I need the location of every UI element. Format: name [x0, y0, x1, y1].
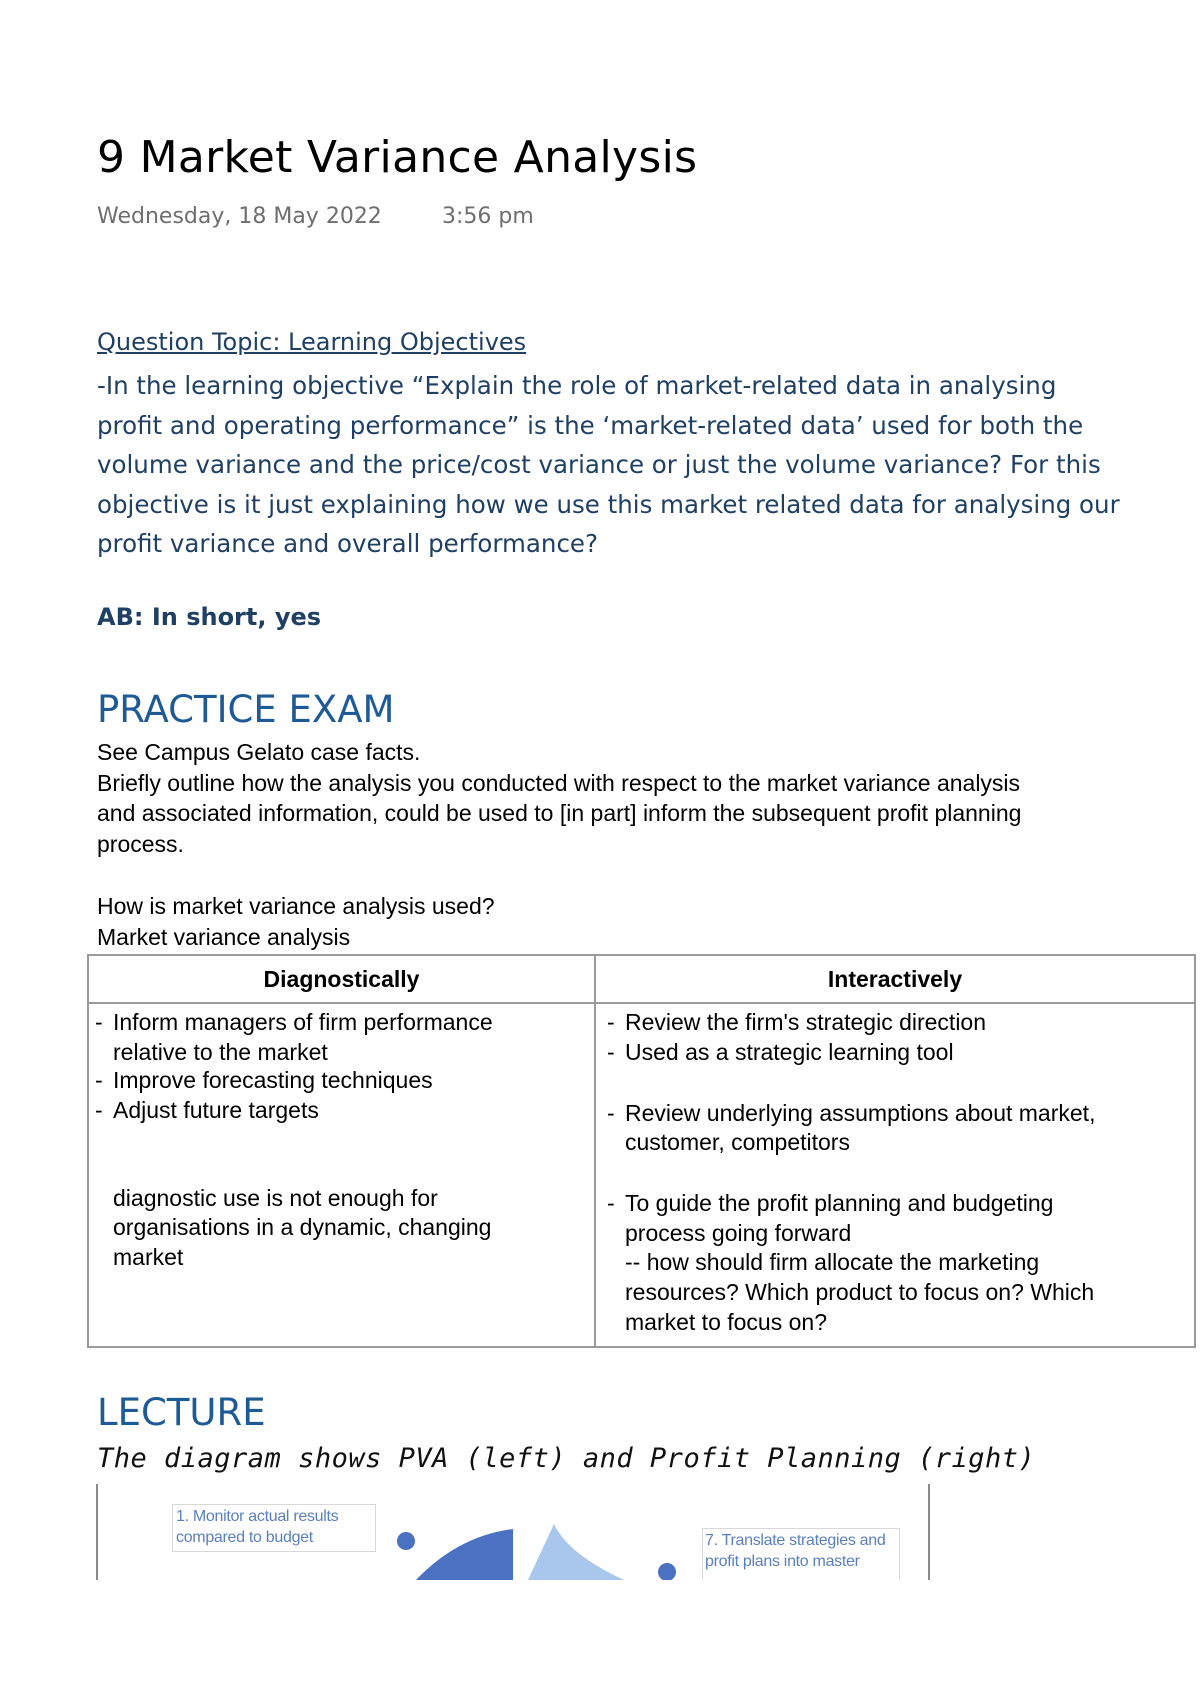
diagram-dot-2 — [658, 1563, 676, 1580]
practice-line: process. — [97, 830, 184, 857]
table-row — [88, 1003, 1195, 1347]
lecture-diagram — [96, 1484, 930, 1580]
market-variance-table — [87, 954, 1196, 1348]
question-line: profit variance and overall performance? — [97, 529, 599, 558]
practice-line: See Campus Gelato case facts. — [97, 739, 421, 765]
table-cell-interactive: - Review the firm's strategic direction - Used as a strategic learning tool - Review underlying assumptions about market, customer, competitors - To guide the profit planning and budgeting process going forward -- how should firm allocate the marketing resources? Which product to focus on? Which market to focus on? — [595, 1003, 1195, 1347]
diagram-arc-light — [528, 1524, 624, 1580]
practice-line: Briefly outline how the analysis you conducted with respect to the market variance analysis — [97, 769, 1021, 796]
handwritten-note: The diagram shows PVA (left) and Profit Planning (right) — [97, 1443, 1036, 1474]
practice-exam-heading: PRACTICE EXAM — [97, 688, 395, 731]
table-header-row — [88, 955, 1195, 1003]
lecture-heading: LECTURE — [97, 1391, 266, 1434]
question-topic-heading: Question Topic: Learning Objectives — [97, 328, 527, 356]
question-line: volume variance and the price/cost variance or just the volume variance? For this — [97, 450, 1101, 479]
question-line: -In the learning objective “Explain the role of market-related data in analysing — [97, 371, 1057, 400]
page-title: 9 Market Variance Analysis — [97, 132, 698, 183]
diagram-label-1: 1. Monitor actual results compared to budget — [176, 1508, 339, 1546]
page-time: 3:56 pm — [442, 204, 534, 229]
question-line: profit and operating performance” is the ‘market-related data’ used for both the — [97, 410, 1084, 440]
practice-exam-text — [97, 737, 1197, 859]
diagram-arc-dark — [416, 1529, 513, 1580]
page-date: Wednesday, 18 May 2022 — [97, 204, 382, 229]
table-header-interactively: Interactively — [595, 955, 1195, 1003]
question-body — [97, 366, 1187, 564]
practice-question: How is market variance analysis used? — [97, 893, 495, 919]
answer-text: AB: In short, yes — [97, 603, 322, 631]
diagram-label-7: 7. Translate strategies and profit plans into master — [705, 1532, 886, 1570]
diagram-dot-1 — [397, 1532, 415, 1550]
table-cell-diagnostic: - Inform managers of firm performance relative to the market - Improve forecasting techniques - Adjust future targets diagnostic use is not enough for organisations in a dynamic, changing market — [88, 1003, 595, 1347]
table-header-diagnostically: Diagnostically — [88, 955, 595, 1003]
question-line: objective is it just explaining how we use this market related data for analysing our — [97, 489, 1120, 519]
practice-line: and associated information, could be used to [in part] inform the subsequent profit planning — [97, 800, 1022, 826]
table-caption: Market variance analysis — [97, 924, 351, 950]
